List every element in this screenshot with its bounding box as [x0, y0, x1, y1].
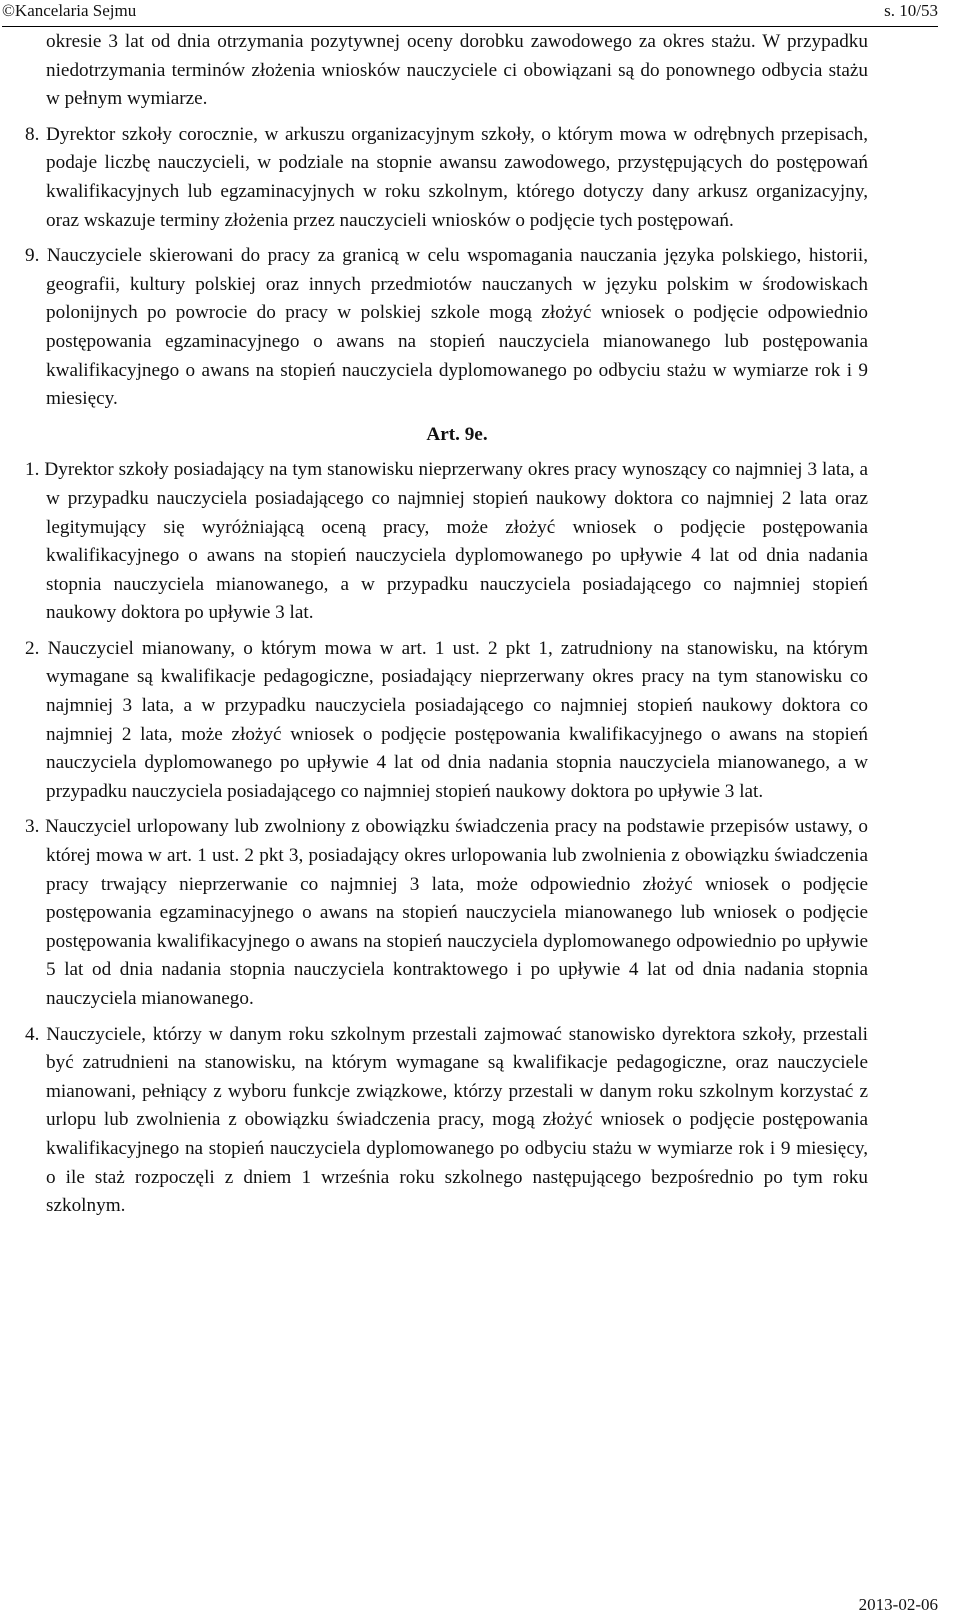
continuation-paragraph: okresie 3 lat od dnia otrzymania pozytywnej oceny dorobku zawodowego za okres stażu. W przypadku niedotrzymania terminów złożenia wniosków nauczyciele ci obowiązani są do ponownego odbycia stażu w pełnym wymiarze. — [46, 31, 868, 110]
article-paragraph-4 — [25, 1021, 868, 1221]
paragraph-text: Nauczyciele, którzy w danym roku szkolnym przestali zajmować stanowisko dyrektora szkoły, przestali być zatrudnieni na stanowisku, na którym wymagane są kwalifikacje pedagogiczne, oraz nauczyciele mianowani, pełniący z wyboru funkcje związkowe, którzy przestali w danym roku szkolnym korzystać z urlopu lub zwolnienia z obowiązku świadczenia pracy, mogą złożyć wniosek o podjęcie postępowania kwalifikacyjnego na stopień nauczyciela dyplomowanego po odbyciu stażu w wymiarze rok i 9 miesięcy, o ile staż rozpoczęli z dniem 1 września roku szkolnego następującego bezpośrednio po tym roku szkolnym. — [46, 1023, 868, 1217]
paragraph-number: 3. — [25, 816, 40, 838]
paragraph-number: 8. — [25, 123, 40, 145]
header-copyright: ©Kancelaria Sejmu — [2, 1, 137, 20]
header-page-number: s. 10/53 — [884, 1, 938, 20]
article-paragraph-1 — [25, 456, 869, 628]
paragraph-text: Dyrektor szkoły posiadający na tym stanowisku nieprzerwany okres pracy wynoszący co najmniej 3 lata, a w przypadku nauczyciela posiadającego co najmniej stopień naukowy doktora co najmniej 2 lata oraz legitymujący się wyróżniającą oceną pracy, może złożyć wniosek o podjęcie postępowania kwalifikacyjnego o awans na stopień nauczyciela dyplomowanego po upływie 4 lat od dnia nadania stopnia nauczyciela mianowanego, a w przypadku nauczyciela posiadającego co najmniej stopień naukowy doktora po upływie 3 lat. — [44, 459, 869, 624]
paragraph-text: Nauczyciele skierowani do pracy za granicą w celu wspomagania nauczania języka polskiego, historii, geografii, kultury polskiej oraz innych przedmiotów nauczanych w języku polskim w środowiskach polonijnych po powrocie do pracy w polskiej szkole mogą złożyć wniosek o podjęcie odpowiednio postępowania egzaminacyjnego o awans na stopień nauczyciela mianowanego lub postępowania kwalifikacyjnego o awans na stopień nauczyciela dyplomowanego po odbyciu stażu w wymiarze rok i 9 miesięcy. — [46, 245, 868, 410]
page-header — [2, 0, 938, 27]
article-title: Art. 9e. — [426, 423, 488, 445]
paragraph-9 — [25, 242, 868, 414]
paragraph-8 — [25, 121, 868, 235]
article-paragraph-3 — [25, 813, 869, 1013]
paragraph-number: 1. — [25, 459, 40, 481]
paragraph-number: 9. — [25, 245, 40, 267]
paragraph-text: Dyrektor szkoły corocznie, w arkuszu organizacyjnym szkoły, o którym mowa w odrębnych przepisach, podaje liczbę nauczycieli, w podziale na stopnie awansu zawodowego, przystępujących do postępowań kwalifikacyjnych lub egzaminacyjnych w roku szkolnym, którego dotyczy dany arkusz organizacyjny, oraz wskazuje terminy złożenia przez nauczycieli wniosków o podjęcie tych postępowań. — [46, 123, 868, 231]
paragraph-text: Nauczyciel mianowany, o którym mowa w art. 1 ust. 2 pkt 1, zatrudniony na stanowisku, na którym wymagane są kwalifikacje pedagogiczne, posiadający nieprzerwany okres pracy na tym stanowisku co najmniej 3 lata, a w przypadku nauczyciela posiadającego co najmniej stopień naukowy doktora co najmniej 2 lata, może złożyć wniosek o podjęcie postępowania kwalifikacyjnego o awans na stopień nauczyciela dyplomowanego po upływie 4 lat od dnia nadania stopnia nauczyciela mianowanego, a w przypadku nauczyciela posiadającego co najmniej stopień naukowy doktora po upływie 3 lat. — [46, 637, 868, 802]
document-body — [25, 28, 869, 1221]
paragraph-number: 2. — [25, 637, 40, 659]
article-paragraph-2 — [25, 635, 868, 807]
paragraph-number: 4. — [25, 1023, 40, 1045]
paragraph-text: Nauczyciel urlopowany lub zwolniony z obowiązku świadczenia pracy na podstawie przepisów ustawy, o której mowa w art. 1 ust. 2 pkt 3, posiadający okres urlopowania lub zwolnienia z obowiązku świadczenia pracy trwający nieprzerwanie co najmniej 3 lata, może odpowiednio złożyć wniosek o podjęcie postępowania egzaminacyjnego o awans na stopień nauczyciela mianowanego lub wniosek o podjęcie postępowania kwalifikacyjnego o awans na stopień nauczyciela dyplomowanego odpowiednio po upływie 5 lat od dnia nadania stopnia nauczyciela kontraktowego i po upływie 4 lat od dnia nadania stopnia nauczyciela mianowanego. — [45, 816, 869, 1009]
page-footer-date: 2013-02-06 — [858, 1595, 938, 1614]
